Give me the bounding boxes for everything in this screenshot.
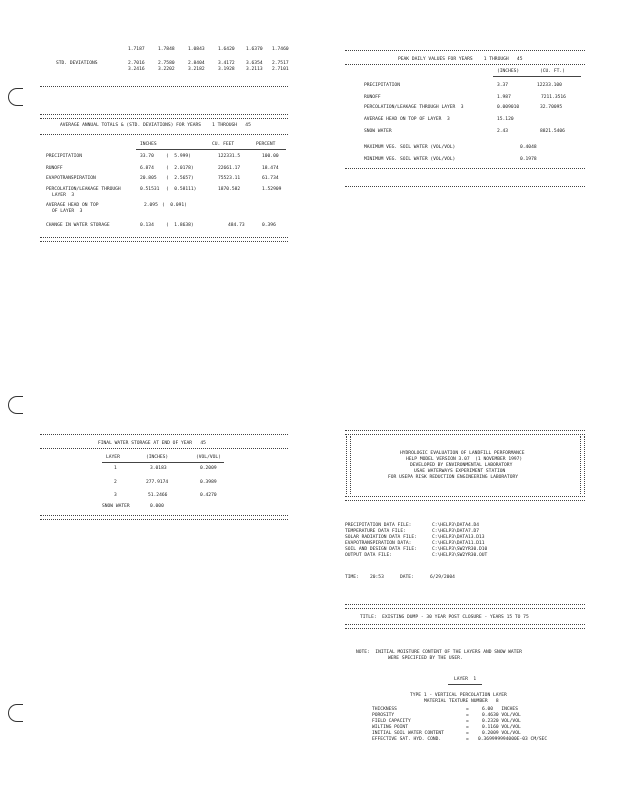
- prop-label: EFFECTIVE SAT. HYD. COND.: [372, 737, 442, 742]
- note-line: NOTE: INITIAL MOISTURE CONTENT OF THE LAYERS AND SNOW WATER: [356, 650, 522, 655]
- avg-row-label: PRECIPITATION: [46, 154, 82, 159]
- divider: [40, 241, 288, 242]
- date-value: 6/29/2004: [430, 575, 455, 580]
- file-label: OUTPUT DATA FILE:: [345, 553, 393, 558]
- avg-row-std: ( 1.8638): [166, 223, 194, 228]
- peak-row-label: RUNOFF: [364, 95, 381, 100]
- avg-row-pct: 100.00: [262, 154, 279, 159]
- peak-row-inches: 15.120: [497, 117, 514, 122]
- box-border: [345, 434, 585, 435]
- prop-label: POROSITY: [372, 713, 395, 718]
- divider: [40, 448, 288, 449]
- avg-row-label2: LAYER 3: [52, 193, 75, 198]
- divider: [40, 86, 288, 87]
- prop-eq: =: [466, 725, 469, 730]
- box-border: [345, 500, 585, 501]
- divider: [40, 434, 288, 435]
- avg-row-label: CHANGE IN WATER STORAGE: [46, 223, 110, 228]
- avg-row-cuft: 122331.5: [218, 154, 241, 159]
- std-val: 3.2202: [158, 67, 175, 72]
- final-row-inches: 51.2466: [148, 493, 168, 498]
- layer-sub: MATERIAL TEXTURE NUMBER 8: [424, 699, 499, 704]
- avg-row-std: ( 2.5657): [166, 176, 194, 181]
- final-row-layer: 3: [114, 493, 117, 498]
- final-row-vol: 0.4270: [200, 493, 217, 498]
- prop-label: INITIAL SOIL WATER CONTENT: [372, 731, 444, 736]
- avg-row-pct: 18.474: [262, 166, 279, 171]
- divider: [40, 114, 288, 115]
- box-border: [580, 436, 581, 494]
- final-row-inches: 277.9174: [146, 480, 169, 485]
- date-label: DATE:: [400, 575, 414, 580]
- avg-row-cuft: 75523.11: [218, 176, 241, 181]
- punch-hole-bottom: [8, 704, 23, 722]
- top-val: 1.0843: [188, 47, 205, 52]
- prop-eq: =: [466, 719, 469, 724]
- peak-row-label: SNOW WATER: [364, 129, 392, 134]
- final-row-layer: 1: [114, 466, 117, 471]
- prop-value: 0.1160 VOL/VOL: [482, 725, 521, 730]
- avg-col-cuft: CU. FEET: [212, 142, 235, 147]
- file-label: EVAPOTRANSPIRATION DATA:: [345, 541, 412, 546]
- divider: [40, 519, 288, 520]
- std-val: 2.8404: [188, 61, 205, 66]
- prop-eq: =: [466, 707, 469, 712]
- peak-row-inches: 0.4048: [520, 145, 537, 150]
- peak-row-label: PERCOLATION/LEAKAGE THROUGH LAYER 3: [364, 105, 464, 110]
- final-row-inches: 3.0183: [150, 466, 167, 471]
- avg-row-label: PERCOLATION/LEAKAGE THROUGH: [46, 187, 121, 192]
- box-border: [345, 430, 585, 431]
- divider: [345, 608, 585, 609]
- time-label: TIME:: [345, 575, 359, 580]
- prop-value: 0.4630 VOL/VOL: [482, 713, 521, 718]
- std-val: 3.2182: [188, 67, 205, 72]
- box-border: [350, 436, 351, 494]
- peak-row-label: PRECIPITATION: [364, 83, 400, 88]
- divider: [345, 628, 585, 629]
- peak-title: PEAK DAILY VALUES FOR YEARS 1 THROUGH 45: [398, 57, 523, 62]
- top-val: 1.6420: [218, 47, 235, 52]
- divider: [40, 237, 288, 238]
- std-val: 2.7016: [128, 61, 145, 66]
- peak-row-inches: 0.009010: [497, 105, 520, 110]
- final-col-vol: (VOL/VOL): [196, 455, 221, 460]
- file-label: TEMPERATURE DATA FILE:: [345, 529, 406, 534]
- std-dev-label: STD. DEVIATIONS: [56, 61, 98, 66]
- header-line: HYDROLOGIC EVALUATION OF LANDFILL PERFORMANCE: [400, 451, 525, 456]
- header-line: HELP MODEL VERSION 3.07 (1 NOVEMBER 1997): [406, 457, 523, 462]
- file-path: C:\HELP3\DATA13.D13: [432, 535, 485, 540]
- prop-label: WILTING POINT: [372, 725, 408, 730]
- peak-col-cuft: (CU. FT.): [540, 69, 565, 74]
- box-border: [584, 436, 585, 494]
- divider: [345, 50, 585, 51]
- std-val: 3.6354: [246, 61, 263, 66]
- avg-row-std: ( 5.999): [166, 154, 191, 159]
- file-path: C:\HELP3\DATA11.D11: [432, 541, 485, 546]
- avg-row-std: ( 2.0178): [166, 166, 194, 171]
- file-path: C:\HELP3\SW2YR30.D10: [432, 547, 488, 552]
- peak-row-inches: 3.37: [497, 83, 509, 88]
- avg-row-label: RUNOFF: [46, 166, 63, 171]
- avg-header-rule: [136, 149, 286, 150]
- note-line: WERE SPECIFIED BY THE USER.: [388, 656, 463, 661]
- punch-hole-middle: [8, 396, 23, 414]
- final-row-vol: 0.3989: [200, 480, 217, 485]
- layer-sub: TYPE 1 - VERTICAL PERCOLATION LAYER: [410, 693, 507, 698]
- peak-row-cuft: 7211.3516: [541, 95, 566, 100]
- file-label: SOLAR RADIATION DATA FILE:: [345, 535, 417, 540]
- avg-row-label: AVERAGE HEAD ON TOP: [46, 203, 99, 208]
- divider: [345, 168, 585, 169]
- avg-row-inches: 2.095: [144, 203, 158, 208]
- file-label: PRECIPITATION DATA FILE:: [345, 523, 412, 528]
- prop-eq: =: [466, 713, 469, 718]
- peak-row-label: MINIMUM VEG. SOIL WATER (VOL/VOL): [364, 157, 456, 162]
- punch-hole-top: [8, 88, 23, 106]
- layer-heading-rule: [448, 684, 482, 685]
- top-val: 1.7848: [158, 47, 175, 52]
- avg-col-inches: INCHES: [140, 142, 157, 147]
- avg-row-std: ( 0.58111): [166, 187, 197, 192]
- peak-row-label: MAXIMUM VEG. SOIL WATER (VOL/VOL): [364, 145, 456, 150]
- final-row-vol: 0.2009: [200, 466, 217, 471]
- peak-row-inches: 1.987: [497, 95, 511, 100]
- prop-eq: =: [466, 731, 469, 736]
- prop-value: 0.2320 VOL/VOL: [482, 719, 521, 724]
- prop-value: 6.00 INCHES: [482, 707, 518, 712]
- prop-eq: =: [466, 737, 469, 742]
- divider: [345, 624, 585, 625]
- header-line: FOR USEPA RISK REDUCTION ENGINEERING LABORATORY: [388, 475, 518, 480]
- file-label: SOIL AND DESIGN DATA FILE:: [345, 547, 417, 552]
- box-border: [346, 436, 347, 494]
- divider: [345, 604, 585, 605]
- prop-label: THICKNESS: [372, 707, 397, 712]
- run-title: TITLE: EXISTING DUMP - 30 YEAR POST CLOSURE - YEARS 15 TO 75: [360, 615, 529, 620]
- avg-row-label2: OF LAYER 3: [52, 209, 83, 214]
- top-val: 1.6370: [246, 47, 263, 52]
- avg-row-cuft: 1870.582: [218, 187, 241, 192]
- peak-col-inches: (INCHES): [497, 69, 520, 74]
- avg-row-cuft: 22661.17: [218, 166, 241, 171]
- divider: [40, 134, 288, 135]
- avg-col-pct: PERCENT: [256, 142, 276, 147]
- avg-row-inches: 33.70: [140, 154, 154, 159]
- time-value: 20:53: [370, 575, 384, 580]
- avg-title: AVERAGE ANNUAL TOTALS & (STD. DEVIATIONS) FOR YEARS 1 THROUGH 45: [60, 123, 251, 128]
- peak-row-inches: 2.43: [497, 129, 509, 134]
- final-header-rule: [102, 462, 224, 463]
- prop-value: 0.2009 VOL/VOL: [482, 731, 521, 736]
- prop-value: 0.369999994000E-03 CM/SEC: [478, 737, 548, 742]
- file-path: C:\HELP3\SW2YR30.OUT: [432, 553, 488, 558]
- avg-row-pct: 0.396: [262, 223, 276, 228]
- avg-row-pct: 1.52909: [262, 187, 282, 192]
- avg-row-std: ( 0.091): [162, 203, 187, 208]
- divider: [40, 515, 288, 516]
- avg-row-inches: 0.134: [140, 223, 154, 228]
- header-line: DEVELOPED BY ENVIRONMENTAL LABORATORY: [410, 463, 513, 468]
- final-col-inches: (INCHES): [146, 455, 169, 460]
- top-val: 1.7460: [272, 47, 289, 52]
- std-val: 3.2113: [246, 67, 263, 72]
- prop-label: FIELD CAPACITY: [372, 719, 411, 724]
- file-path: C:\HELP3\DATA7.D7: [432, 529, 480, 534]
- std-val: 3.4172: [218, 61, 235, 66]
- final-row-layer: 2: [114, 480, 117, 485]
- std-val: 2.7517: [272, 61, 289, 66]
- avg-row-pct: 61.734: [262, 176, 279, 181]
- avg-row-inches: 20.805: [140, 176, 157, 181]
- divider: [345, 64, 585, 65]
- top-val: 1.7187: [128, 47, 145, 52]
- peak-row-label: AVERAGE HEAD ON TOP OF LAYER 3: [364, 117, 450, 122]
- file-path: C:\HELP3\DATA4.D4: [432, 523, 480, 528]
- box-border: [345, 496, 585, 497]
- std-val: 3.2416: [128, 67, 145, 72]
- final-snow-value: 0.000: [150, 504, 164, 509]
- peak-row-cuft: 12233.100: [537, 83, 562, 88]
- std-val: 2.7101: [272, 67, 289, 72]
- final-title: FINAL WATER STORAGE AT END OF YEAR 45: [98, 441, 206, 446]
- std-val: 2.7580: [158, 61, 175, 66]
- final-snow-label: SNOW WATER: [102, 504, 130, 509]
- peak-header-rule: [493, 76, 581, 77]
- avg-row-inches: 0.51531: [140, 187, 160, 192]
- final-col-layer: LAYER: [106, 455, 120, 460]
- divider: [345, 186, 585, 187]
- header-line: USAE WATERWAYS EXPERIMENT STATION: [414, 469, 506, 474]
- peak-row-cuft: 32.70095: [540, 105, 563, 110]
- peak-row-inches: 0.1978: [520, 157, 537, 162]
- peak-row-cuft: 8821.5406: [540, 129, 565, 134]
- divider: [40, 118, 288, 119]
- std-val: 3.1928: [218, 67, 235, 72]
- layer-heading: LAYER 1: [454, 677, 477, 682]
- avg-row-cuft: 484.73: [228, 223, 245, 228]
- avg-row-label: EVAPOTRANSPIRATION: [46, 176, 96, 181]
- avg-row-inches: 6.874: [140, 166, 154, 171]
